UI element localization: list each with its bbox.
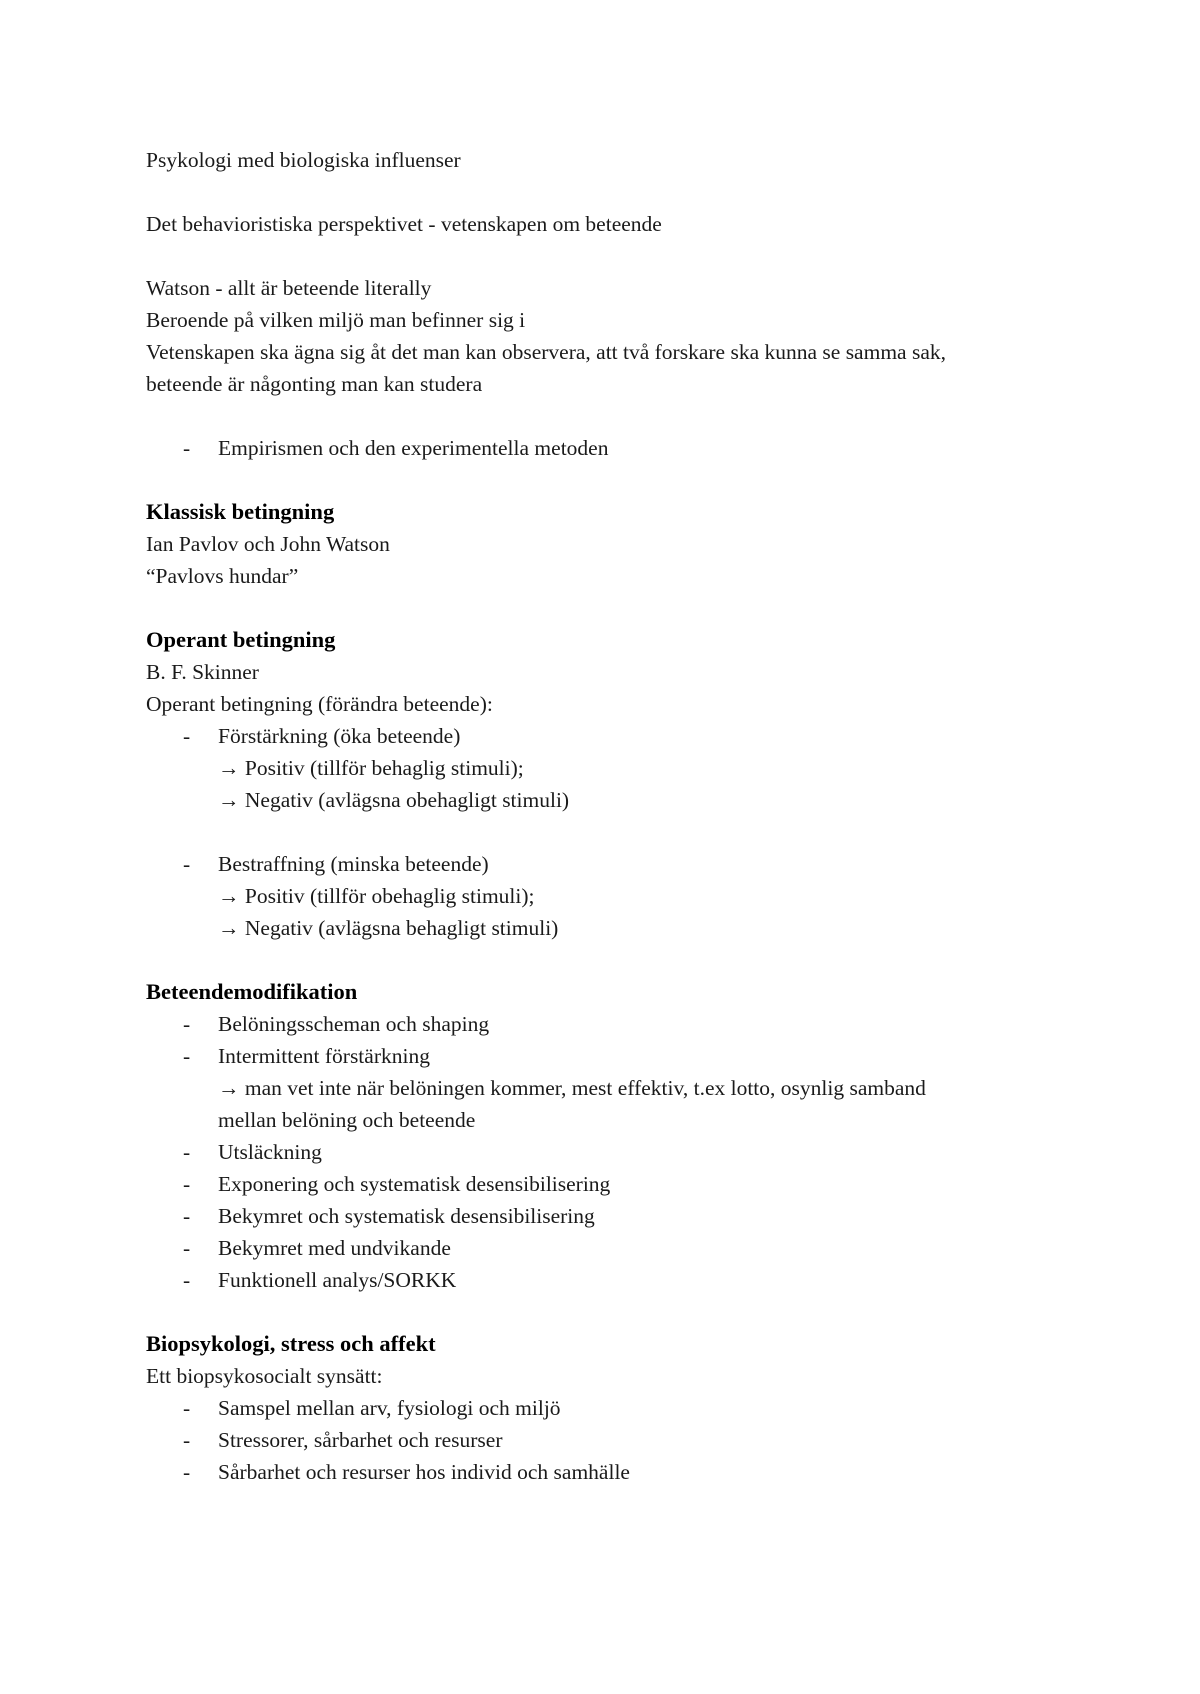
spacer [146, 592, 1106, 624]
document-page [146, 144, 1106, 1488]
list-item [146, 1264, 1106, 1296]
list-item-text: Belöningsscheman och shaping [218, 1012, 490, 1036]
list-item-text: Samspel mellan arv, fysiologi och miljö [218, 1396, 561, 1420]
section-line: Ian Pavlov och John Watson [146, 532, 390, 556]
list-item [146, 1168, 1106, 1200]
section-heading-klassisk: Klassisk betingning [146, 499, 335, 524]
spacer [146, 816, 1106, 848]
list-item [146, 432, 1106, 464]
bullet-dash: - [183, 436, 191, 460]
bullet-dash: - [183, 1460, 191, 1484]
sub-item: mellan belöning och beteende [218, 1108, 476, 1132]
bullet-dash: - [183, 1428, 191, 1452]
list-item-text: Funktionell analys/SORKK [218, 1268, 457, 1292]
list-item [146, 1008, 1106, 1040]
list-item [146, 1392, 1106, 1424]
section-line: B. F. Skinner [146, 660, 259, 684]
sub-item: → Positiv (tillför behaglig stimuli); [218, 756, 524, 780]
list-item-text: Bestraffning (minska beteende) [218, 852, 489, 876]
list-item [146, 1040, 1106, 1072]
bullet-dash: - [183, 1044, 191, 1068]
section-heading-beteendemodifikation: Beteendemodifikation [146, 979, 358, 1004]
section-heading-operant: Operant betingning [146, 627, 336, 652]
list-item-text: Förstärkning (öka beteende) [218, 724, 461, 748]
bullet-dash: - [183, 1268, 191, 1292]
intro-line: Vetenskapen ska ägna sig åt det man kan observera, att två forskare ska kunna se samma sak, [146, 340, 947, 364]
list-item-text: Stressorer, sårbarhet och resurser [218, 1428, 503, 1452]
operant-list [146, 848, 1106, 880]
intro-list [146, 432, 1106, 464]
spacer [146, 944, 1106, 976]
bullet-dash: - [183, 724, 191, 748]
list-item [146, 1232, 1106, 1264]
intro-line: Watson - allt är beteende literally [146, 276, 432, 300]
spacer [146, 176, 1106, 208]
spacer [146, 240, 1106, 272]
list-item-text: Intermittent förstärkning [218, 1044, 430, 1068]
list-item [146, 720, 1106, 752]
document-subtitle: Det behavioristiska perspektivet - vetenskapen om beteende [146, 212, 662, 236]
biopsyk-list [146, 1392, 1106, 1488]
list-item [146, 1200, 1106, 1232]
section-line: Ett biopsykosocialt synsätt: [146, 1364, 383, 1388]
bullet-dash: - [183, 1012, 191, 1036]
list-item-text: Sårbarhet och resurser hos individ och samhälle [218, 1460, 630, 1484]
sub-item: → Negativ (avlägsna obehagligt stimuli) [218, 788, 570, 812]
spacer [146, 1296, 1106, 1328]
beteendemod-list [146, 1136, 1106, 1296]
spacer [146, 400, 1106, 432]
section-heading-biopsykologi: Biopsykologi, stress och affekt [146, 1331, 436, 1356]
list-item-text: Bekymret och systematisk desensibilisering [218, 1204, 595, 1228]
bullet-dash: - [183, 1236, 191, 1260]
list-item [146, 1136, 1106, 1168]
operant-list [146, 720, 1106, 752]
sub-item: → man vet inte när belöningen kommer, mest effektiv, t.ex lotto, osynlig samband [218, 1076, 926, 1100]
list-item [146, 848, 1106, 880]
list-item-text: Empirismen och den experimentella metoden [218, 436, 609, 460]
bullet-dash: - [183, 1140, 191, 1164]
bullet-dash: - [183, 1204, 191, 1228]
beteendemod-list [146, 1008, 1106, 1072]
document-title: Psykologi med biologiska influenser [146, 148, 461, 172]
intro-line: Beroende på vilken miljö man befinner sig i [146, 308, 526, 332]
bullet-dash: - [183, 852, 191, 876]
bullet-dash: - [183, 1396, 191, 1420]
intro-line: beteende är någonting man kan studera [146, 372, 483, 396]
bullet-dash: - [183, 1172, 191, 1196]
list-item [146, 1456, 1106, 1488]
spacer [146, 464, 1106, 496]
list-item-text: Utsläckning [218, 1140, 322, 1164]
sub-item: → Negativ (avlägsna behagligt stimuli) [218, 916, 559, 940]
list-item [146, 1424, 1106, 1456]
sub-item: → Positiv (tillför obehaglig stimuli); [218, 884, 535, 908]
list-item-text: Exponering och systematisk desensibilisering [218, 1172, 611, 1196]
section-line: Operant betingning (förändra beteende): [146, 692, 493, 716]
section-line: “Pavlovs hundar” [146, 564, 299, 588]
list-item-text: Bekymret med undvikande [218, 1236, 451, 1260]
